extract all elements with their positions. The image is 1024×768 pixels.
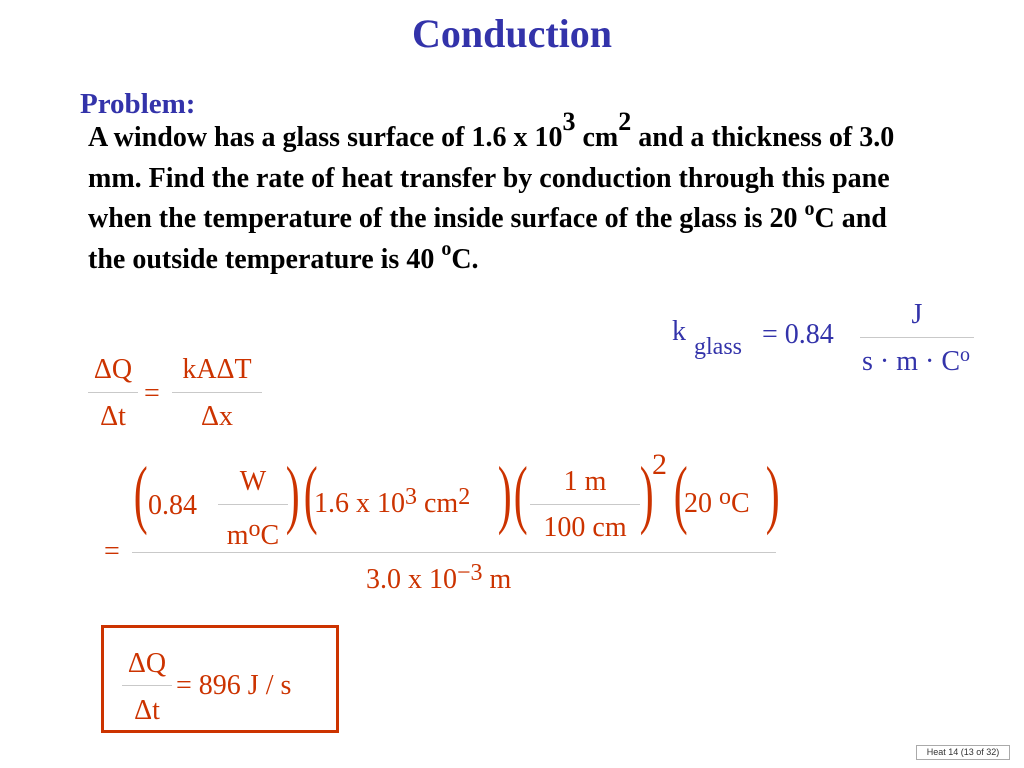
k-value: = 0.84 [762,319,834,350]
area-unit-exponent: 2 [458,484,471,510]
formula-equals: = [144,378,160,409]
k-unit-denominator [856,344,976,377]
k-sub-unit-degree: o [248,516,261,542]
paren-left-1: ( [133,452,148,536]
temperature-substituted [684,484,750,519]
k-substituted: 0.84 [148,490,197,521]
paren-left-2: ( [303,452,318,536]
conversion-bar [530,504,640,505]
formula-lhs-numerator: ΔQ [93,354,133,385]
paren-right-1: ) [285,452,300,536]
k-unit-degree: o [960,344,970,366]
formula-rhs-numerator: kAΔT [182,354,252,385]
problem-text-part: A window has a glass surface of 1.6 x 10 [88,122,563,153]
problem-statement [88,106,908,280]
problem-label: Problem: [80,88,196,120]
problem-text-part: C and the outside temperature is 40 [88,203,887,275]
k-sub-unit-bar [218,504,288,505]
paren-left-4: ( [673,452,688,536]
substitution-main-bar [132,552,776,553]
temperature-value: 20 [684,488,719,519]
paren-right-2: ) [497,452,512,536]
conversion-numerator: 1 m [563,466,607,497]
formula-lhs-bar [88,392,138,393]
k-sub-unit-denominator [214,516,292,551]
problem-degree: o [804,197,815,220]
k-sub-unit-c: C [260,520,280,551]
answer-result: = 896 J / s [176,670,292,701]
substitution-equals: = [104,536,120,567]
temperature-degree: o [719,484,731,510]
problem-degree: o [441,238,452,261]
area-value: 1.6 x 10 [314,488,405,519]
area-substituted [314,484,471,519]
thickness-exponent: −3 [457,560,483,586]
k-fraction-bar [860,337,974,338]
area-exponent: 3 [405,484,417,510]
paren-right-4: ) [765,452,780,536]
paren-right-3: ) [639,452,654,536]
formula-rhs-bar [172,392,262,393]
problem-exponent: 2 [618,106,632,136]
conversion-exponent: 2 [652,448,667,481]
answer-bar [122,685,172,686]
answer-numerator: ΔQ [127,648,167,679]
k-sub-unit-m: m [226,520,249,551]
k-unit-numerator: J [911,299,923,330]
problem-exponent: 3 [562,106,576,136]
answer-denominator: Δt [134,695,160,726]
substitution-denominator [366,560,512,595]
slide-title: Conduction [411,11,613,56]
problem-text-part: cm [575,122,619,153]
k-unit-denominator-text: s · m · C [862,346,960,377]
k-symbol: k [672,316,686,347]
area-unit: cm [417,488,459,519]
thickness-unit: m [482,564,512,595]
conversion-denominator: 100 cm [543,512,627,543]
thickness-value: 3.0 x 10 [366,564,457,595]
paren-left-3: ( [513,452,528,536]
k-subscript: glass [694,334,742,360]
problem-text-part: and a thickness of 3.0 mm. Find the rate of heat transfer by conduction through this pane when the temperature of the inside surface of the glass is 20 [88,122,895,234]
temperature-unit: C [731,488,750,519]
problem-text-part: C. [451,243,479,275]
formula-rhs-denominator: Δx [200,401,233,432]
k-sub-unit-numerator: W [239,466,267,497]
formula-lhs-denominator: Δt [100,401,126,432]
slide-footer: Heat 14 (13 of 32) [916,745,1010,760]
